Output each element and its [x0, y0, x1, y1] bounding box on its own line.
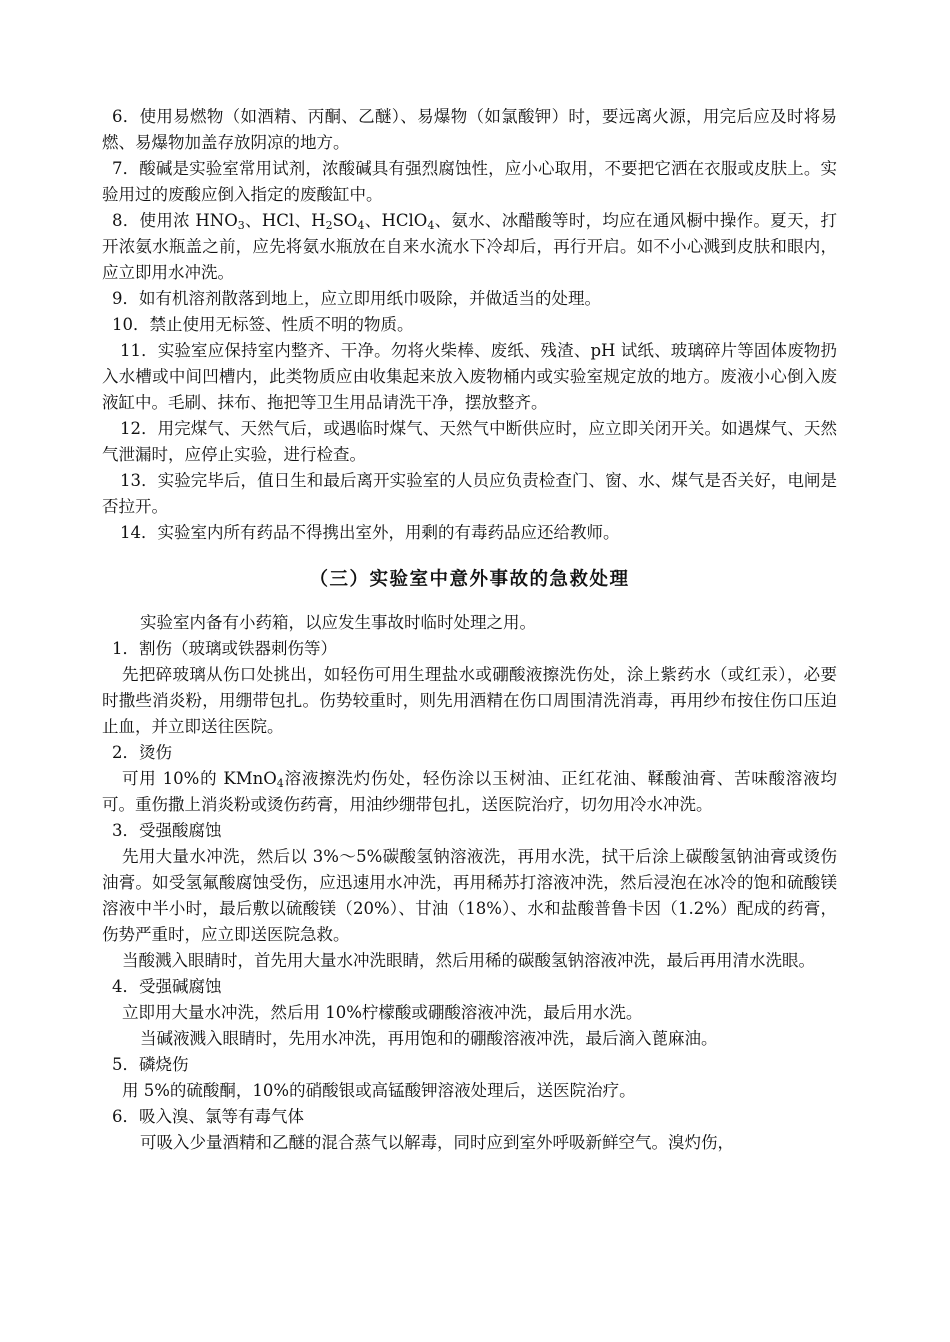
rule-14: 14．实验室内所有药品不得携出室外，用剩的有毒药品应还给教师。	[120, 523, 620, 542]
gas-heading: 6．吸入溴、氯等有毒气体	[112, 1107, 304, 1126]
gas-body: 可吸入少量酒精和乙醚的混合蒸气以解毒，同时应到室外呼吸新鲜空气。溴灼伤，	[140, 1133, 734, 1152]
rule-7: 7．酸碱是实验室常用试剂，浓酸碱具有强烈腐蚀性，应小心取用，不要把它洒在衣服或皮肤上。实验用过的废酸应倒入指定的废酸缸中。	[102, 159, 837, 204]
acid-eye-body: 当酸溅入眼睛时，首先用大量水冲洗眼睛，然后用稀的碳酸氢钠溶液冲洗，最后再用清水洗眼。	[122, 951, 815, 970]
document-body	[102, 104, 837, 1156]
rule-11: 11．实验室应保持室内整齐、干净。勿将火柴棒、废纸、残渣、pH 试纸、玻璃碎片等固体废物扔入水槽或中间凹槽内，此类物质应由收集起来放入废物桶内或实验室规定放的地方。废液小心倒入废液缸中。毛刷、抹布、拖把等卫生用品请洗干净，摆放整齐。	[102, 341, 837, 412]
rule-13: 13．实验完毕后，值日生和最后离开实验室的人员应负责检查门、窗、水、煤气是否关好，电闸是否拉开。	[102, 471, 837, 516]
cut-body: 先把碎玻璃从伤口处挑出，如轻伤可用生理盐水或硼酸液擦洗伤处，涂上紫药水（或红汞），必要时撒些消炎粉，用绷带包扎。伤势较重时，则先用酒精在伤口周围清洗消毒，再用纱布按住伤口压迫止血，并立即送往医院。	[102, 665, 837, 736]
rule-6: 6．使用易燃物（如酒精、丙酮、乙醚）、易爆物（如氯酸钾）时，要远离火源，用完后应及时将易燃、易爆物加盖存放阴凉的地方。	[102, 107, 837, 152]
rule-8: 8．使用浓 $HNO_3$、HCl、$H_2SO_4$、HClO$_4$、氨水、冰醋酸等时，均应在通风橱中操作。夏天，打开浓氨水瓶盖之前，应先将氨水瓶放在自来水流水下冷却后，再行开启。如不小心溅到皮肤和眼内，应立即用水冲洗。	[102, 211, 838, 282]
acid-body: 先用大量水冲洗，然后以 3%～5%碳酸氢钠溶液洗，再用水洗，拭干后涂上碳酸氢钠油膏或烫伤油膏。如受氢氟酸腐蚀受伤，应迅速用水冲洗，再用稀苏打溶液冲洗，然后浸泡在冰冷的饱和硫酸镁溶液中半小时，最后敷以硫酸镁（20%）、甘油（18%）、水和盐酸普鲁卡因（1.2%）配成的药膏，伤势严重时，应立即送医院急救。	[102, 847, 837, 944]
rule-9: 9．如有机溶剂散落到地上，应立即用纸巾吸除，并做适当的处理。	[112, 289, 601, 308]
section-intro: 实验室内备有小药箱，以应发生事故时临时处理之用。	[140, 613, 536, 632]
cut-heading: 1．割伤（玻璃或铁器刺伤等）	[112, 639, 337, 658]
acid-heading: 3．受强酸腐蚀	[112, 821, 222, 840]
burn-heading: 2．烫伤	[112, 743, 172, 762]
phosphorus-body: 用 5%的硫酸酮，10%的硝酸银或高锰酸钾溶液处理后，送医院治疗。	[122, 1081, 636, 1100]
alkali-body: 立即用大量水冲洗，然后用 10%柠檬酸或硼酸溶液冲洗，最后用水洗。	[122, 1003, 643, 1022]
rule-10: 10．禁止使用无标签、性质不明的物质。	[112, 315, 414, 334]
burn-body: 可用 10%的 KMnO$_4$溶液擦洗灼伤处，轻伤涂以玉树油、正红花油、鞣酸油膏、苦味酸溶液均可。重伤撒上消炎粉或烫伤药膏，用油纱绷带包扎，送医院治疗，切勿用冷水冲洗。	[102, 769, 838, 814]
alkali-eye-body: 当碱液溅入眼睛时，先用水冲洗，再用饱和的硼酸溶液冲洗，最后滴入蓖麻油。	[140, 1029, 718, 1048]
phosphorus-heading: 5．磷烧伤	[112, 1055, 189, 1074]
alkali-heading: 4．受强碱腐蚀	[112, 977, 222, 996]
section-title: （三）实验室中意外事故的急救处理	[309, 569, 630, 590]
rule-12: 12．用完煤气、天然气后，或遇临时煤气、天然气中断供应时，应立即关闭开关。如遇煤气、天然气泄漏时，应停止实验，进行检查。	[102, 419, 837, 464]
